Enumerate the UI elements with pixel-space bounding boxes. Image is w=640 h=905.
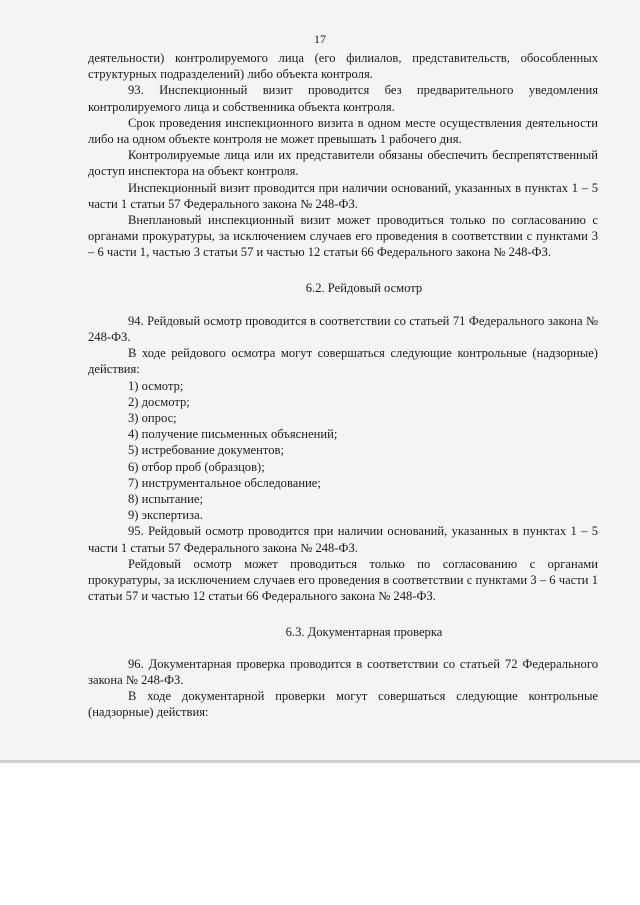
paragraph-unscheduled-visit: Внеплановый инспекционный визит может проводиться только по согласованию с органами прокуратуры, за исключением случаев его проведения в соответствии с пунктами 3 – 6 части 1, частью 3 статьи 57 и частью 12 статьи 66 Федерального закона № 248-ФЗ. (88, 213, 598, 260)
list-item: 7) инструментальное обследование; (128, 475, 321, 490)
page-number: 17 (314, 32, 326, 46)
section-heading-6-2: 6.2. Рейдовый осмотр (305, 280, 423, 295)
paragraph-continuation: деятельности) контролируемого лица (его филиалов, представительств, обособленных структурных подразделений) либо объекта контроля. (88, 51, 598, 82)
list-item: 4) получение письменных объяснений; (128, 427, 338, 442)
paragraph-93: 93. Инспекционный визит проводится без предварительного уведомления контролируемого лица и собственника объекта контроля. (88, 83, 598, 114)
paragraph-documentary-actions-intro: В ходе документарной проверки могут совершаться следующие контрольные (надзорные) действия: (88, 689, 598, 720)
paragraph-raid-approval: Рейдовый осмотр может проводиться только по согласованию с органами прокуратуры, за исключением случаев его проведения в соответствии с пунктами 3 – 6 части 1 статьи 57 и частью 12 статьи 66 Федерального закона № 248-ФЗ. (88, 556, 598, 604)
page-body (88, 50, 598, 721)
paragraph-visit-duration: Срок проведения инспекционного визита в одном месте осуществления деятельности либо на одном объекте контроля не может превышать 1 рабочего дня. (88, 115, 598, 147)
list-item: 5) истребование документов; (128, 443, 284, 458)
paragraph-visit-grounds: Инспекционный визит проводится при наличии оснований, указанных в пунктах 1 – 5 части 1 статьи 57 Федерального закона № 248-ФЗ. (88, 180, 598, 211)
paragraph-94: 94. Рейдовый осмотр проводится в соответствии со статьей 71 Федерального закона № 248-ФЗ. (88, 313, 598, 345)
paragraph-raid-actions-intro: В ходе рейдового осмотра могут совершаться следующие контрольные (надзорные) действия: (88, 346, 598, 377)
paragraph-95: 95. Рейдовый осмотр проводится при наличии оснований, указанных в пунктах 1 – 5 части 1 статьи 57 Федерального закона № 248-ФЗ. (88, 524, 598, 555)
section-heading-6-3: 6.3. Документарная проверка (285, 624, 443, 639)
paragraph-96: 96. Документарная проверка проводится в соответствии со статьей 72 Федерального закона № 248-ФЗ. (88, 656, 598, 687)
page-bottom-edge (0, 760, 640, 763)
paragraph-access-obligation: Контролируемые лица или их представители обязаны обеспечить беспрепятственный доступ инспектора на объект контроля. (88, 148, 598, 179)
list-item: 1) осмотр; (128, 378, 184, 393)
list-item: 8) испытание; (128, 492, 203, 507)
list-item: 9) экспертиза. (128, 508, 203, 523)
list-item: 6) отбор проб (образцов); (128, 459, 265, 474)
list-item: 3) опрос; (128, 411, 177, 426)
list-item: 2) досмотр; (128, 394, 190, 409)
